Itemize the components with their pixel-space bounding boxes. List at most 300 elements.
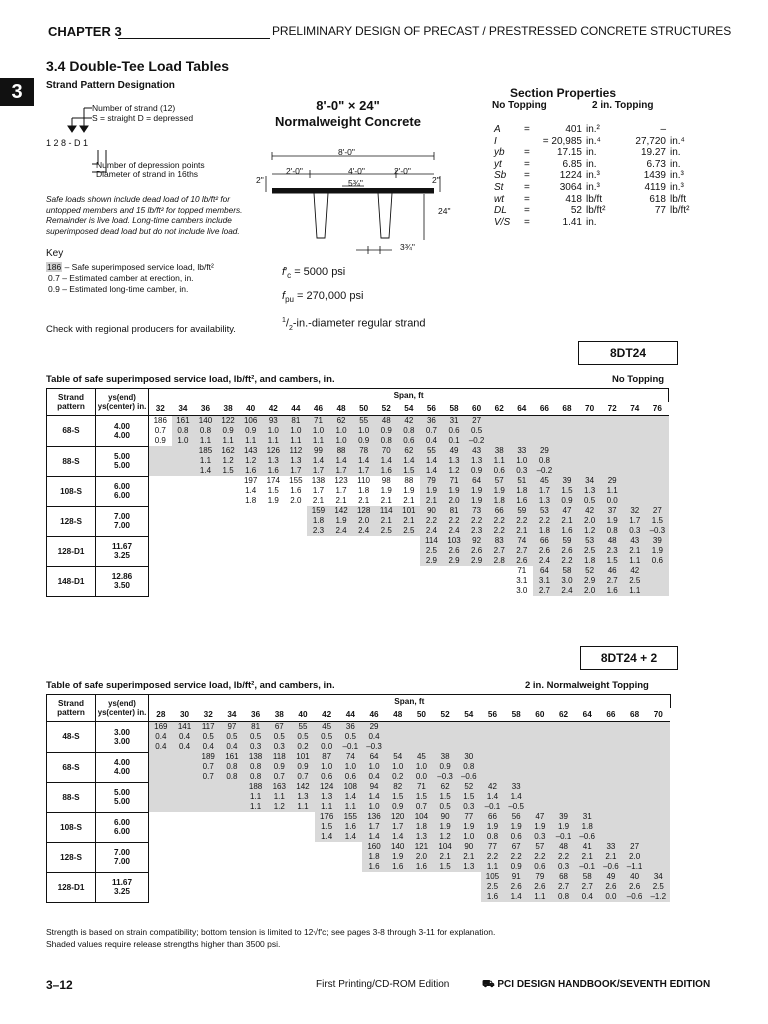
ys-cell: [96, 872, 149, 902]
empty-cell: [217, 536, 240, 546]
empty-cell: [267, 822, 291, 832]
props-value-topping: 27,720: [635, 135, 666, 147]
table-row: [47, 842, 671, 852]
load-value: 161: [172, 416, 195, 427]
load-value: 42: [398, 416, 421, 427]
camber-erection: 2.9: [578, 576, 601, 586]
load-value: 45: [315, 722, 339, 733]
empty-cell: [528, 792, 552, 802]
empty-cell: [504, 722, 528, 733]
empty-cell: [398, 586, 421, 596]
load-value: 141: [173, 722, 197, 733]
empty-cell: [623, 802, 647, 812]
camber-longtime: 1.6: [262, 466, 285, 476]
empty-cell: [172, 486, 195, 496]
strand-pattern-cell: 48-S: [47, 722, 96, 753]
key-longtime-sample: 0.9: [48, 284, 60, 294]
camber-erection: 1.9: [601, 516, 624, 526]
empty-cell: [420, 586, 443, 596]
props-eq: =: [524, 205, 530, 217]
empty-cell: [433, 892, 457, 902]
span-header: 32: [196, 708, 220, 722]
props-value-no-topping: 52: [570, 205, 582, 217]
camber-erection: 2.6: [556, 546, 579, 556]
camber-longtime: 2.9: [420, 556, 443, 566]
load-value: 176: [315, 812, 339, 822]
camber-erection: 0.5: [220, 732, 244, 742]
load-value: 99: [307, 446, 330, 456]
empty-cell: [285, 576, 308, 586]
empty-cell: [386, 742, 410, 752]
camber-longtime: 0.9: [154, 436, 166, 445]
load-value: 68: [552, 872, 576, 882]
load-value: 27: [465, 416, 488, 427]
load-value: 104: [410, 812, 434, 822]
camber-longtime: 2.9: [443, 556, 466, 566]
table1-caption-text: Table of safe superimposed service load, lb/ft², and cambers, in.: [46, 374, 335, 385]
empty-cell: [330, 556, 353, 566]
empty-cell: [285, 546, 308, 556]
load-value: 64: [533, 566, 556, 576]
camber-longtime: 1.0: [330, 436, 353, 446]
camber-longtime: –0.3: [433, 772, 457, 782]
empty-cell: [267, 892, 291, 902]
camber-longtime: 0.4: [173, 742, 197, 752]
camber-erection: 1.7: [335, 486, 347, 495]
empty-cell: [291, 812, 315, 822]
empty-cell: [504, 752, 528, 762]
empty-cell: [339, 842, 363, 852]
camber-longtime: 1.3: [410, 832, 434, 842]
span-header: 58: [443, 402, 466, 416]
strand-pattern-cell: 88-S: [47, 446, 96, 476]
empty-cell: [623, 486, 646, 496]
ys-end: 7.00: [114, 512, 130, 521]
empty-cell: [217, 496, 240, 506]
camber-erection: 2.2: [528, 852, 552, 862]
empty-cell: [149, 882, 173, 892]
strand-pattern-cell: 128-D1: [47, 872, 96, 902]
ys-center: 4.00: [114, 767, 130, 776]
section-title-block: [268, 98, 428, 130]
load-value: 48: [552, 842, 576, 852]
empty-cell: [646, 732, 670, 742]
camber-erection: 0.9: [239, 426, 262, 436]
props-value-topping: 4119: [644, 181, 666, 193]
empty-cell: [511, 416, 534, 427]
load-value: 43: [623, 536, 646, 546]
empty-cell: [352, 586, 375, 596]
camber-erection: 1.2: [217, 456, 240, 466]
empty-cell: [262, 556, 285, 566]
camber-erection: 1.5: [386, 792, 410, 802]
empty-cell: [262, 576, 285, 586]
empty-cell: [239, 576, 262, 586]
table1-badge: 8DT24: [578, 341, 678, 365]
empty-cell: [646, 586, 669, 596]
empty-cell: [262, 536, 285, 546]
empty-cell: [285, 566, 308, 576]
camber-erection: 1.4: [398, 456, 421, 466]
empty-cell: [220, 842, 244, 852]
camber-longtime: 2.3: [307, 526, 330, 536]
camber-longtime: 1.7: [285, 466, 308, 476]
camber-erection: 1.7: [312, 486, 325, 495]
camber-erection: 0.8: [220, 762, 244, 772]
props-row: [492, 147, 702, 159]
empty-cell: [239, 536, 262, 546]
load-value: 103: [443, 536, 466, 546]
camber-longtime: –0.5: [504, 802, 528, 812]
camber-longtime: 0.6: [488, 466, 511, 476]
props-value-no-topping: = 20,985: [542, 135, 582, 147]
empty-cell: [481, 772, 505, 782]
camber-longtime: 0.8: [601, 526, 624, 536]
empty-cell: [194, 536, 217, 546]
camber-longtime: 1.1: [217, 436, 240, 446]
span-header: 34: [172, 402, 195, 416]
camber-longtime: 0.4: [196, 742, 220, 752]
load-value: 71: [517, 566, 527, 575]
camber-erection: 1.8: [307, 516, 330, 526]
table-row: [47, 446, 669, 456]
camber-erection: 1.1: [601, 486, 624, 496]
ys-cell: [96, 476, 149, 506]
span-header: 30: [173, 708, 197, 722]
empty-cell: [533, 416, 556, 427]
props-unit-no-topping: in.⁴: [586, 135, 601, 147]
empty-cell: [172, 536, 195, 546]
span-header: 34: [220, 708, 244, 722]
load-value: 67: [504, 842, 528, 852]
empty-cell: [646, 752, 670, 762]
empty-cell: [220, 782, 244, 792]
camber-erection: 2.2: [488, 516, 511, 526]
camber-longtime: –0.3: [362, 742, 386, 752]
empty-cell: [623, 742, 647, 752]
empty-cell: [623, 722, 647, 733]
load-value: 57: [488, 476, 511, 486]
camber-longtime: 2.1: [420, 496, 443, 506]
pci-logo-icon: ⛟: [482, 979, 495, 990]
empty-cell: [291, 892, 315, 902]
empty-cell: [457, 882, 481, 892]
empty-cell: [646, 822, 670, 832]
empty-cell: [244, 822, 268, 832]
empty-cell: [528, 802, 552, 812]
empty-cell: [262, 566, 285, 576]
camber-erection: 1.8: [358, 486, 370, 495]
empty-cell: [552, 752, 576, 762]
table2: [46, 694, 671, 903]
empty-cell: [239, 566, 262, 576]
empty-cell: [481, 732, 505, 742]
load-value: 34: [578, 476, 601, 486]
table-row: [47, 506, 669, 516]
camber-longtime: 1.1: [262, 436, 285, 446]
empty-cell: [623, 476, 646, 486]
ys-cell: [96, 722, 149, 753]
label-number-of-strand: Number of strand (12): [92, 103, 176, 113]
camber-longtime: 1.5: [398, 466, 421, 476]
camber-erection: 1.2: [239, 456, 262, 466]
camber-erection: 1.3: [285, 456, 308, 466]
load-value: 62: [433, 782, 457, 792]
camber-erection: 1.5: [433, 792, 457, 802]
load-value: 48: [375, 416, 398, 427]
empty-cell: [599, 722, 623, 733]
empty-cell: [457, 892, 481, 902]
load-value: 52: [578, 566, 601, 576]
camber-erection: 1.8: [362, 852, 386, 862]
load-value: 31: [443, 416, 466, 427]
load-value: 138: [244, 752, 268, 762]
empty-cell: [575, 792, 599, 802]
load-value: 55: [352, 416, 375, 427]
load-value: 155: [289, 476, 303, 485]
camber-erection: 2.7: [488, 546, 511, 556]
camber-longtime: 2.4: [352, 526, 375, 536]
empty-cell: [552, 742, 576, 752]
camber-erection: 1.4: [339, 792, 363, 802]
camber-longtime: 2.4: [556, 586, 579, 596]
empty-cell: [528, 732, 552, 742]
camber-longtime: 0.9: [556, 496, 579, 506]
empty-cell: [149, 752, 173, 762]
empty-cell: [149, 852, 173, 862]
load-value: 123: [334, 476, 348, 485]
empty-cell: [330, 546, 353, 556]
camber-longtime: 1.4: [386, 832, 410, 842]
camber-longtime: –0.6: [599, 862, 623, 872]
empty-cell: [410, 892, 434, 902]
empty-cell: [352, 566, 375, 576]
camber-erection: 1.1: [488, 456, 511, 466]
camber-erection: 0.8: [172, 426, 195, 436]
props-unit-no-topping: in.²: [586, 124, 600, 135]
dim-flange-left: 2": [256, 175, 264, 185]
load-value: 90: [420, 506, 443, 516]
empty-cell: [196, 882, 220, 892]
empty-cell: [239, 546, 262, 556]
label-strand-diameter: Diameter of strand in 16ths: [96, 169, 199, 179]
camber-erection: 2.6: [623, 882, 647, 892]
empty-cell: [646, 576, 669, 586]
empty-cell: [398, 566, 421, 576]
section-title: 3.4 Double-Tee Load Tables: [46, 58, 230, 74]
key-load-sample: 186: [47, 262, 62, 272]
camber-longtime: 0.7: [267, 772, 291, 782]
camber-erection: 2.2: [533, 516, 556, 526]
props-unit-topping: in.³: [670, 170, 684, 182]
empty-cell: [149, 802, 173, 812]
empty-cell: [194, 576, 217, 586]
empty-cell: [149, 506, 172, 516]
load-value: 55: [420, 446, 443, 456]
camber-longtime: 0.5: [578, 496, 601, 506]
empty-cell: [149, 536, 172, 546]
empty-cell: [330, 586, 353, 596]
camber-longtime: 0.8: [481, 832, 505, 842]
camber-longtime: 1.9: [465, 496, 488, 506]
camber-erection: 1.4: [375, 456, 398, 466]
empty-cell: [217, 576, 240, 586]
camber-erection: 1.9: [465, 486, 488, 496]
camber-longtime: 1.8: [533, 526, 556, 536]
empty-cell: [578, 416, 601, 427]
load-value: 77: [457, 812, 481, 822]
load-value: 169: [149, 722, 173, 733]
empty-cell: [556, 456, 579, 466]
empty-cell: [398, 576, 421, 586]
ys-center: 5.00: [114, 797, 130, 806]
camber-erection: 0.5: [465, 426, 488, 436]
strand-pattern-cell: 128-D1: [47, 536, 96, 566]
props-symbol: wt: [494, 193, 504, 205]
empty-cell: [488, 436, 511, 446]
empty-cell: [149, 446, 172, 456]
camber-erection: 0.7: [196, 762, 220, 772]
chapter-label: CHAPTER 3: [48, 24, 122, 39]
empty-cell: [220, 862, 244, 872]
handbook-name: PCI DESIGN HANDBOOK/SEVENTH EDITION: [497, 979, 711, 990]
table2-grid: [46, 694, 671, 903]
empty-cell: [646, 762, 670, 772]
camber-longtime: 1.4: [420, 466, 443, 476]
camber-longtime: 0.7: [410, 802, 434, 812]
camber-erection: 2.1: [575, 852, 599, 862]
load-value: 77: [481, 842, 505, 852]
camber-longtime: 2.1: [335, 496, 347, 505]
empty-cell: [599, 792, 623, 802]
camber-longtime: 1.0: [457, 832, 481, 842]
camber-longtime: 0.6: [339, 772, 363, 782]
empty-cell: [172, 526, 195, 536]
load-value: 185: [194, 446, 217, 456]
camber-erection: 1.6: [339, 822, 363, 832]
load-value: 71: [410, 782, 434, 792]
camber-longtime: 1.6: [386, 862, 410, 872]
camber-longtime: 2.7: [533, 586, 556, 596]
empty-cell: [398, 546, 421, 556]
camber-erection: 0.9: [291, 762, 315, 772]
empty-cell: [375, 566, 398, 576]
empty-cell: [194, 526, 217, 536]
empty-cell: [330, 576, 353, 586]
camber-longtime: 3.0: [516, 586, 528, 595]
empty-cell: [481, 752, 505, 762]
camber-erection: 1.5: [267, 486, 279, 495]
empty-cell: [504, 762, 528, 772]
empty-cell: [599, 782, 623, 792]
empty-cell: [556, 436, 579, 446]
empty-cell: [172, 466, 195, 476]
ys-end: 11.67: [111, 542, 133, 551]
props-value-no-topping: 6.85: [562, 158, 582, 170]
camber-longtime: 0.9: [465, 466, 488, 476]
table-row: [47, 566, 669, 576]
empty-cell: [362, 882, 386, 892]
camber-longtime: 2.1: [312, 496, 325, 505]
camber-longtime: 1.2: [443, 466, 466, 476]
load-value: 39: [646, 536, 669, 546]
span-header: 36: [194, 402, 217, 416]
empty-cell: [386, 732, 410, 742]
header-strand-pattern: Strand pattern: [47, 389, 96, 416]
camber-longtime: 0.3: [267, 742, 291, 752]
load-value: 163: [267, 782, 291, 792]
empty-cell: [623, 822, 647, 832]
load-value: 97: [220, 722, 244, 733]
ys-cell: [96, 416, 149, 447]
load-value: 34: [646, 872, 670, 882]
camber-erection: 1.4: [307, 456, 330, 466]
load-value: 189: [196, 752, 220, 762]
ys-cell: [96, 536, 149, 566]
empty-cell: [599, 832, 623, 842]
empty-cell: [262, 506, 285, 516]
load-value: 55: [291, 722, 315, 733]
camber-longtime: 0.8: [552, 892, 576, 902]
empty-cell: [504, 772, 528, 782]
empty-cell: [488, 566, 511, 576]
key-line-load: [46, 262, 214, 272]
empty-cell: [601, 466, 624, 476]
empty-cell: [646, 476, 669, 486]
ys-end: 3.00: [114, 727, 130, 737]
empty-cell: [601, 446, 624, 456]
empty-cell: [196, 892, 220, 902]
empty-cell: [362, 892, 386, 902]
camber-erection: 1.3: [315, 792, 339, 802]
camber-erection: 1.4: [362, 792, 386, 802]
load-value: 48: [601, 536, 624, 546]
props-unit-no-topping: lb/ft²: [586, 205, 606, 217]
footnote-strength: Strength is based on strain compatibility; bottom tension is limited to 12√f'c; see pages 3-8 through 3-11 for explanation.: [46, 927, 496, 937]
camber-erection: 2.2: [420, 516, 443, 526]
camber-longtime: –0.1: [339, 742, 363, 752]
empty-cell: [149, 762, 173, 772]
table-row: [47, 782, 671, 792]
camber-erection: 2.2: [465, 516, 488, 526]
camber-longtime: 0.6: [504, 832, 528, 842]
table1-caption: [46, 374, 335, 385]
ys-end: 11.67: [111, 878, 133, 887]
empty-cell: [173, 792, 197, 802]
empty-cell: [196, 812, 220, 822]
load-value: 79: [528, 872, 552, 882]
empty-cell: [410, 742, 434, 752]
camber-longtime: 0.0: [601, 496, 624, 506]
empty-cell: [149, 476, 172, 486]
camber-erection: 0.8: [457, 762, 481, 772]
camber-erection: 1.9: [420, 486, 443, 496]
empty-cell: [552, 732, 576, 742]
camber-erection: 1.9: [481, 822, 505, 832]
load-value: 105: [481, 872, 505, 882]
table2-caption: [46, 680, 335, 691]
camber-longtime: 1.4: [315, 832, 339, 842]
load-value: 70: [375, 446, 398, 456]
load-value: 87: [315, 752, 339, 762]
empty-cell: [599, 742, 623, 752]
empty-cell: [339, 862, 363, 872]
empty-cell: [173, 892, 197, 902]
camber-longtime: 1.1: [623, 586, 646, 596]
span-header: 52: [433, 708, 457, 722]
ys-center: 7.00: [114, 521, 130, 530]
empty-cell: [386, 892, 410, 902]
